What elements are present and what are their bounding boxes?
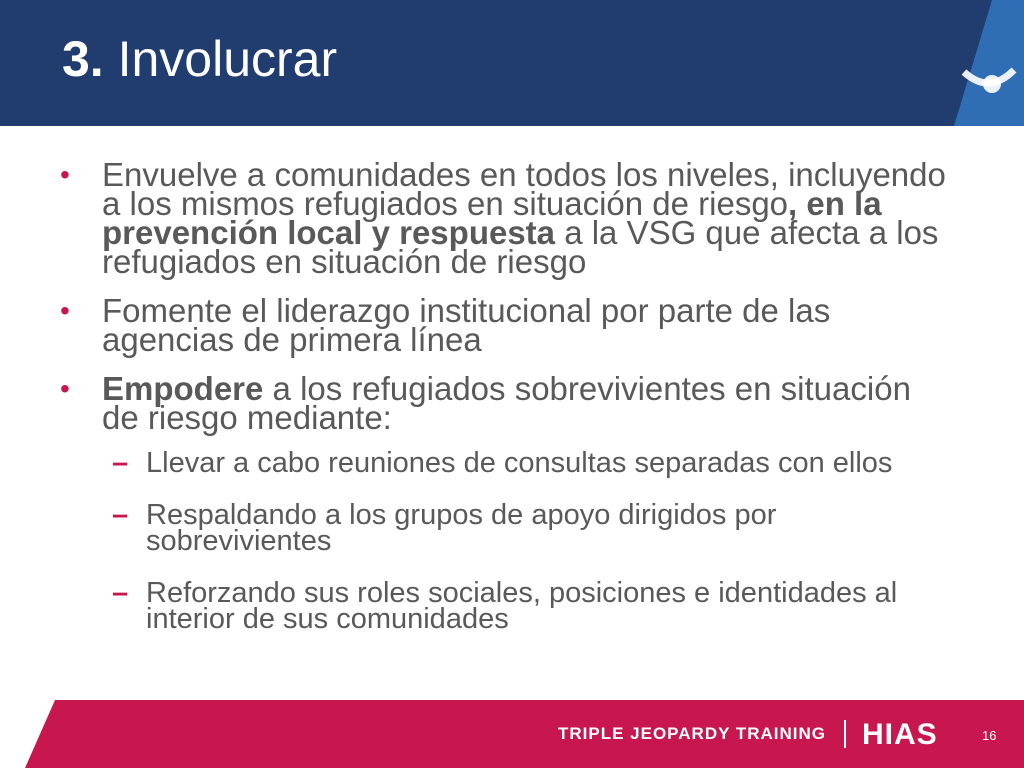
sub-bullet-marker: –	[112, 499, 129, 531]
bullet-bold-text: Empodere	[102, 370, 264, 407]
sub-bullet-marker: –	[112, 447, 129, 479]
sub-bullet-text: Llevar a cabo reuniones de consultas separadas con ellos	[146, 447, 893, 479]
slide-title	[62, 31, 338, 87]
footer-divider	[844, 720, 846, 748]
figure-graphic-icon	[934, 0, 1024, 126]
title-text: Involucrar	[117, 31, 338, 87]
bullet-marker: •	[60, 373, 70, 404]
slide-content	[60, 156, 950, 658]
bullet-item	[60, 370, 950, 436]
bullet-bold-text: , en la prevención local y respuesta	[102, 185, 882, 251]
sub-bullet-item	[60, 577, 950, 635]
bullet-text: Fomente el liderazgo institucional por parte de las agencias de primera línea	[102, 292, 831, 358]
sub-bullet-item	[60, 447, 950, 479]
bullet-item	[60, 156, 950, 280]
page-number: 16	[982, 728, 997, 743]
hias-logo: HIAS	[862, 718, 938, 751]
bullet-text: a los refugiados sobrevivientes en situación de riesgo mediante:	[102, 370, 911, 436]
sub-bullet-text: Reforzando sus roles sociales, posiciones e identidades al interior de sus comunidades	[146, 577, 898, 635]
bullet-marker: •	[60, 295, 70, 326]
bullet-item	[60, 292, 950, 358]
bullet-marker: •	[60, 159, 70, 190]
sub-bullet-marker: –	[112, 577, 129, 609]
bullet-text: Envuelve a comunidades en todos los niveles, incluyendo a los mismos refugiados en situación de riesgo	[102, 156, 946, 222]
title-number: 3.	[62, 31, 104, 87]
slide-footer	[0, 700, 1024, 768]
sub-bullet-text: Respaldando a los grupos de apoyo dirigidos por sobrevivientes	[146, 499, 777, 557]
footer-tagline: TRIPLE JEOPARDY TRAINING	[558, 724, 827, 743]
sub-bullet-item	[60, 499, 950, 557]
slide-header	[0, 0, 1024, 126]
bullet-text: a la VSG que afecta a los refugiados en situación de riesgo	[102, 214, 939, 280]
